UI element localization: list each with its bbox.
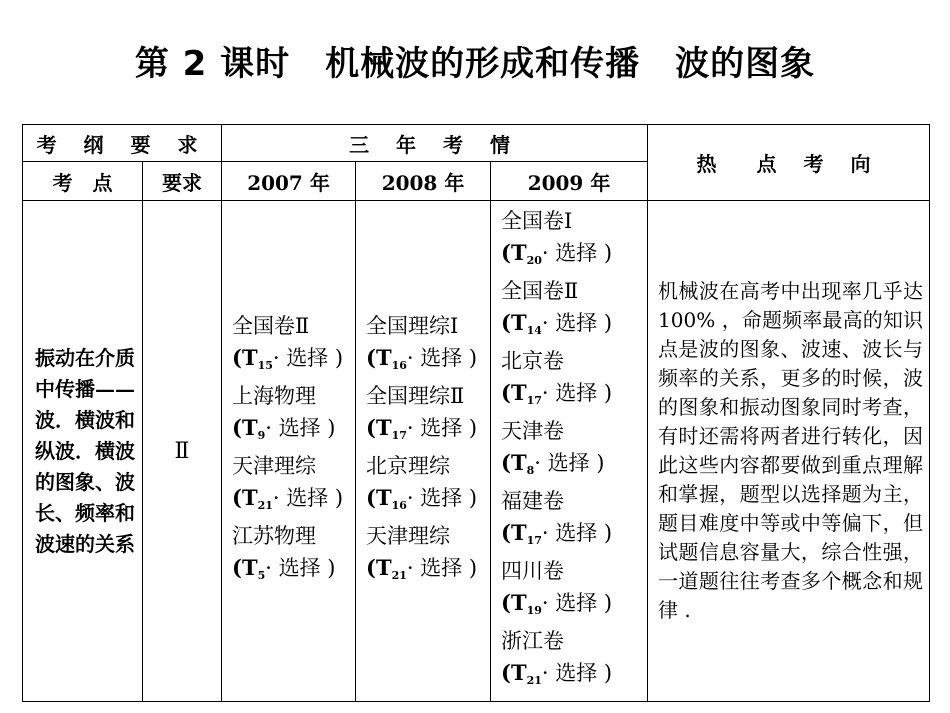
header-syllabus: 考 纲 要 求 bbox=[23, 125, 222, 162]
question-type: · 选择 ) bbox=[541, 381, 613, 405]
question-ref: ($T_{17}$ bbox=[501, 520, 542, 547]
question-ref: ($T_{17}$ bbox=[366, 415, 407, 442]
question-type: · 选择 ) bbox=[541, 661, 613, 685]
question-type: · 选择 ) bbox=[534, 451, 605, 475]
question-type: · 选择 ) bbox=[272, 486, 344, 510]
cell-2007 bbox=[222, 201, 356, 702]
exam-name: 北京卷 bbox=[501, 349, 565, 373]
question-ref: ($T_{16}$ bbox=[366, 485, 407, 512]
question-type: · 选择 ) bbox=[541, 311, 613, 335]
exam-entry bbox=[232, 451, 351, 521]
header-hot-topics: 热 点 考 向 bbox=[648, 125, 930, 201]
header-2008: 2008 年 bbox=[356, 162, 491, 201]
question-ref: ($T_{21}$ bbox=[232, 485, 273, 512]
question-type: · 选择 ) bbox=[272, 346, 344, 370]
question-type: · 选择 ) bbox=[406, 346, 478, 370]
exam-entry bbox=[501, 416, 643, 486]
question-ref: ($T_{21}$ bbox=[501, 660, 542, 687]
exam-entry bbox=[366, 381, 486, 451]
knowledge-point: 振动在介质中传播——波．横波和纵波．横波的图象、波长、频率和波速的关系 bbox=[23, 201, 143, 702]
exam-name: 全国理综Ⅰ bbox=[366, 314, 459, 338]
exam-name: 天津卷 bbox=[501, 419, 565, 443]
exam-entry bbox=[232, 381, 351, 451]
question-type: · 选择 ) bbox=[541, 591, 613, 615]
exam-name: 全国卷Ⅱ bbox=[232, 314, 310, 338]
exam-name: 天津理综 bbox=[232, 454, 317, 478]
question-ref: ($T_{14}$ bbox=[501, 310, 542, 337]
exam-name: 浙江卷 bbox=[501, 629, 565, 653]
exam-name: 福建卷 bbox=[501, 489, 565, 513]
exam-entry bbox=[232, 311, 351, 381]
exam-name: 全国卷Ⅱ bbox=[501, 279, 579, 303]
exam-name: 天津理综 bbox=[366, 524, 451, 548]
header-point: 考 点 bbox=[23, 162, 143, 201]
question-ref: ($T_{21}$ bbox=[366, 555, 407, 582]
question-ref: ($T_{20}$ bbox=[501, 240, 542, 267]
exam-entry bbox=[366, 521, 486, 591]
question-type: · 选择 ) bbox=[406, 556, 478, 580]
header-requirement: 要求 bbox=[143, 162, 222, 201]
question-type: · 选择 ) bbox=[265, 416, 336, 440]
question-ref: ($T_8$ bbox=[501, 450, 535, 477]
question-type: · 选择 ) bbox=[406, 416, 478, 440]
exam-entry bbox=[366, 311, 486, 381]
question-ref: ($T_{17}$ bbox=[501, 380, 542, 407]
question-ref: ($T_9$ bbox=[232, 415, 266, 442]
question-type: · 选择 ) bbox=[541, 241, 613, 265]
exam-entry bbox=[501, 556, 643, 626]
header-three-years: 三 年 考 情 bbox=[222, 125, 648, 162]
exam-name: 江苏物理 bbox=[232, 524, 317, 548]
header-2009: 2009 年 bbox=[491, 162, 648, 201]
exam-entry bbox=[501, 276, 643, 346]
exam-entry bbox=[501, 486, 643, 556]
exam-table bbox=[22, 124, 930, 702]
exam-name: 北京理综 bbox=[366, 454, 451, 478]
exam-entry bbox=[501, 626, 643, 696]
question-ref: ($T_{16}$ bbox=[366, 345, 407, 372]
exam-entry bbox=[366, 451, 486, 521]
question-ref: ($T_{19}$ bbox=[501, 590, 542, 617]
page-title: 第 2 课时 机械波的形成和传播 波的图象 bbox=[134, 44, 816, 84]
requirement-level: Ⅱ bbox=[143, 201, 222, 702]
question-ref: ($T_{15}$ bbox=[232, 345, 273, 372]
exam-name: 上海物理 bbox=[232, 384, 317, 408]
cell-2009 bbox=[491, 201, 648, 702]
cell-2008 bbox=[356, 201, 491, 702]
header-2007: 2007 年 bbox=[222, 162, 356, 201]
exam-name: 全国理综Ⅱ bbox=[366, 384, 465, 408]
exam-name: 全国卷Ⅰ bbox=[501, 209, 573, 233]
question-type: · 选择 ) bbox=[265, 556, 336, 580]
question-type: · 选择 ) bbox=[541, 521, 613, 545]
exam-entry bbox=[501, 346, 643, 416]
exam-name: 四川卷 bbox=[501, 559, 565, 583]
exam-entry bbox=[232, 521, 351, 591]
question-type: · 选择 ) bbox=[406, 486, 478, 510]
hot-topics-text: 机械波在高考中出现率几乎达 100% ，命题频率最高的知识点是波的图象、波速、波长与频率的关系，更多的时候，波的图象和振动图象同时考查，有时还需将两者进行转化，因此这些内容都要做到重点理解和掌握，题型以选择题为主，题目难度中等或中等偏下，但试题信息容量大，综合性强，一道题往往考查多个概念和规律 . bbox=[648, 201, 930, 702]
question-ref: ($T_5$ bbox=[232, 555, 266, 582]
exam-entry bbox=[501, 206, 643, 276]
